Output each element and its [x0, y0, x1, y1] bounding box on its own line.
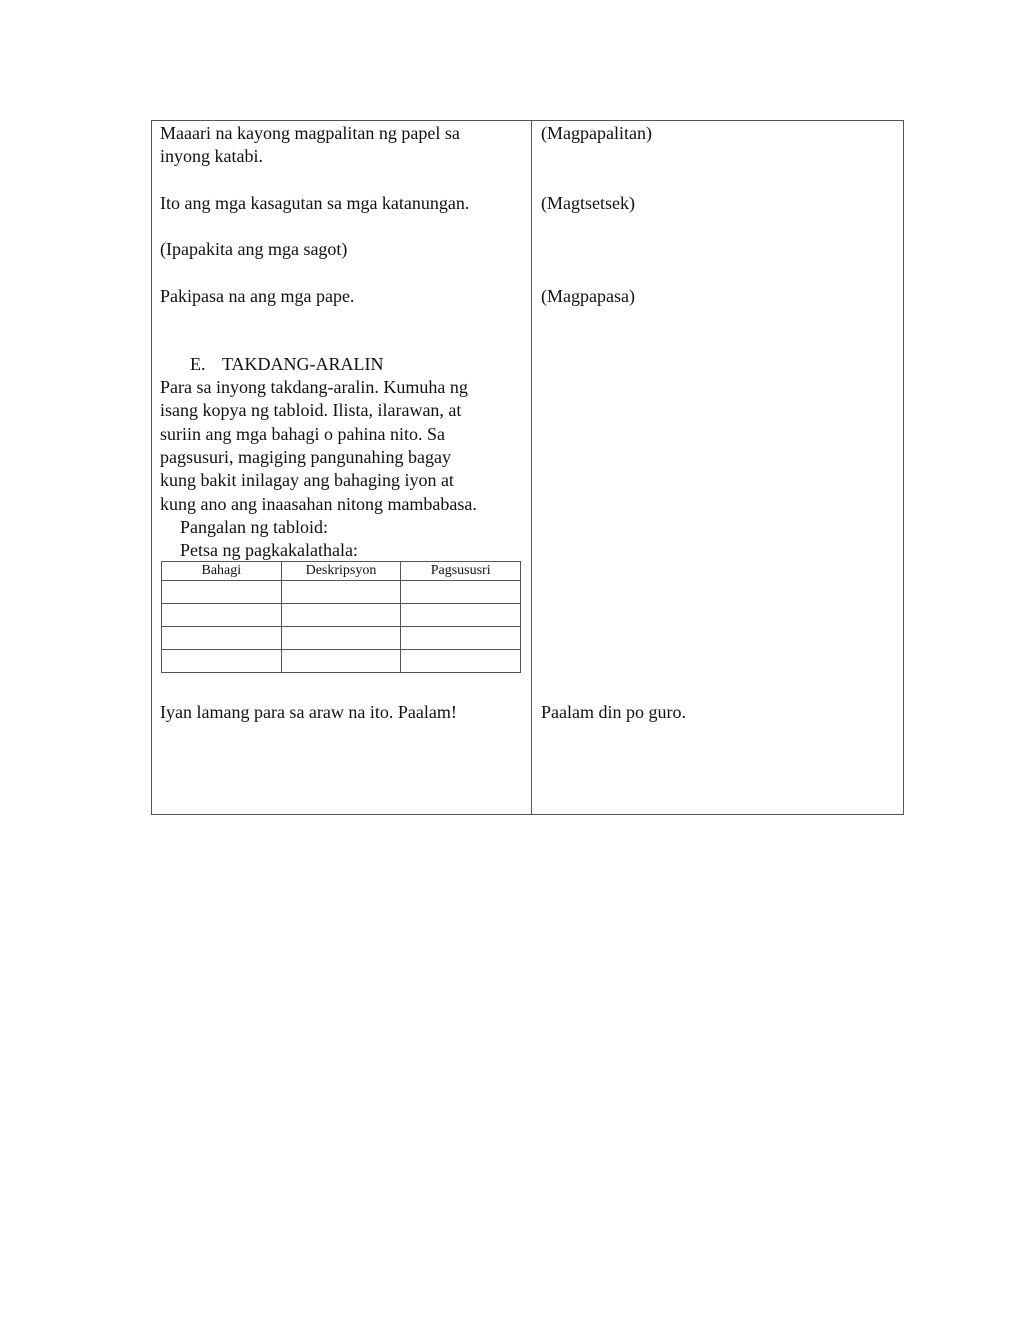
table-cell	[281, 627, 401, 650]
homework-table	[161, 561, 521, 673]
table-cell	[162, 650, 282, 673]
homework-line: kung bakit inilagay ang bahaging iyon at	[160, 470, 454, 490]
table-row	[162, 581, 521, 604]
table-cell	[401, 650, 521, 673]
homework-table-header	[162, 562, 521, 581]
homework-line: isang kopya ng tabloid. Ilista, ilarawan, at	[160, 400, 462, 420]
column-divider	[531, 121, 532, 814]
table-cell	[162, 627, 282, 650]
table-row	[162, 604, 521, 627]
homework-line: Para sa inyong takdang-aralin. Kumuha ng	[160, 377, 468, 397]
closing-statement: Iyan lamang para sa araw na ito. Paalam!	[160, 702, 457, 722]
lesson-table	[151, 120, 904, 815]
instruction-exchange-line2: inyong katabi.	[160, 146, 263, 166]
section-title: TAKDANG-ARALIN	[222, 354, 384, 374]
homework-line: suriin ang mga bahagi o pahina nito. Sa	[160, 424, 445, 444]
table-cell	[162, 581, 282, 604]
table-cell	[281, 650, 401, 673]
table-cell	[401, 581, 521, 604]
response-exchange: (Magpapalitan)	[541, 123, 652, 143]
col-header-bahagi: Bahagi	[162, 562, 282, 581]
table-cell	[401, 604, 521, 627]
table-cell	[162, 604, 282, 627]
response-check: (Magtsetsek)	[541, 193, 635, 213]
instruction-show-answers: (Ipapakita ang mga sagot)	[160, 239, 348, 259]
homework-line: pagsusuri, magiging pangunahing bagay	[160, 447, 451, 467]
table-cell	[281, 604, 401, 627]
instruction-answers: Ito ang mga kasagutan sa mga katanungan.	[160, 193, 470, 213]
col-header-deskripsyon: Deskripsyon	[281, 562, 401, 581]
col-header-pagsususri: Pagsususri	[401, 562, 521, 581]
table-cell	[281, 581, 401, 604]
instruction-exchange-line1: Maaari na kayong magpalitan ng papel sa	[160, 123, 460, 143]
field-publication-date: Petsa ng pagkakalathala:	[180, 540, 358, 560]
response-pass: (Magpapasa)	[541, 286, 635, 306]
table-cell	[401, 627, 521, 650]
table-row	[162, 650, 521, 673]
section-letter: E.	[190, 354, 206, 374]
field-tabloid-name: Pangalan ng tabloid:	[180, 517, 328, 537]
response-farewell: Paalam din po guro.	[541, 702, 686, 722]
homework-line: kung ano ang inaasahan nitong mambabasa.	[160, 494, 477, 514]
instruction-pass-papers: Pakipasa na ang mga pape.	[160, 286, 355, 306]
table-row	[162, 627, 521, 650]
